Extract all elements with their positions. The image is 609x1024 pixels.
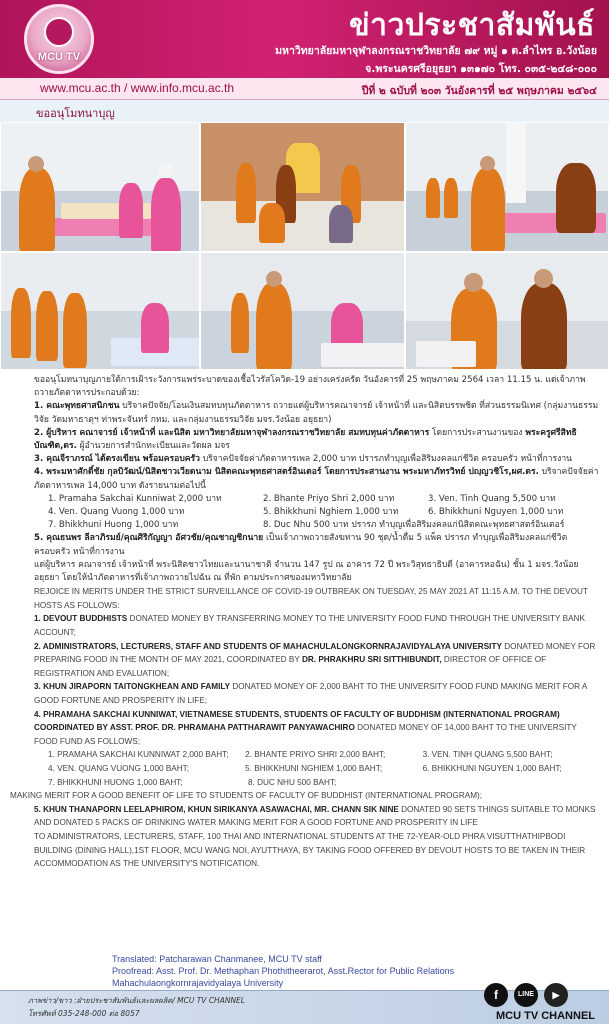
proofreader-credit: Proofread: Asst. Prof. Dr. Methaphan Phothitheerarot, Asst.Rector for Public Relations — [112, 966, 455, 976]
logo-text: MCU TV — [37, 51, 81, 63]
caption-bar — [0, 100, 609, 122]
photo-6 — [405, 252, 609, 370]
university-address: มหาวิทยาลัยมหาจุฬาลงกรณราชวิทยาลัย ๗๙ หมู่ ๑ ต.ลำไทร อ.วังน้อย — [275, 45, 597, 57]
thai-donor-row: 1. Pramaha Sakchai Kunniwat 2,000 บาท 2. Bhante Priyo Shri 2,000 บาท 3. Ven. Tinh Quang 5,500 บาท — [48, 493, 556, 504]
line-icon[interactable]: LINE — [514, 983, 538, 1007]
youtube-icon[interactable]: ▶ — [544, 983, 568, 1007]
thai-item-2: 2. ผู้บริหาร คณาจารย์ เจ้าหน้าที่ และนิสิต มหาวิทยาลัยมหาจุฬาลงกรณราชวิทยาลัย สมทบทุนค่าภัตตาหาร โดยการประสานงานของ พระครูศรีสิทธิบัณฑิต,ดร. ผู้อำนวยการสำนักทะเบียนและวัดผล มจร — [34, 427, 577, 452]
photo-collage — [0, 122, 609, 370]
photo-2 — [200, 122, 405, 252]
header-banner — [0, 0, 609, 78]
logo-emblem-icon — [44, 17, 74, 47]
thai-item-3: 3. คุณจีราภรณ์ ไต้ตรงเขียน พร้อมครอบครัว บริจาคปัจจัยค่าภัตตาหารเพล 2,000 บาท ปรารภทำบุญเพื่อสิริมงคลแก่ชีวิต ครอบครัว หน้าที่การงาน — [34, 454, 573, 465]
english-intro: REJOICE IN MERITS UNDER THE STRICT SURVEILLANCE OF COVID-19 OUTBREAK ON TUESDAY, 25 MAY 2021 AT 11:15 A.M. TO THE DEVOUT HOSTS AS FOLLOWS: — [34, 587, 588, 610]
footer-info — [28, 994, 245, 1020]
url-bar — [0, 78, 609, 100]
english-donor-row: 7. BHIKKHUNI HUONG 1,000 BAHT; 8. DUC NHU 500 BAHT; — [48, 777, 337, 787]
article-body — [10, 374, 600, 871]
english-item-4: 4. PHRAMAHA SAKCHAI KUNNIWAT, VIETNAMESE STUDENTS, STUDENTS OF FACULTY OF BUDDHISM (INTERNATIONAL PROGRAM) COORDINATED BY ASST. PROF. DR. PHRAMAHA PATTHARAWIT PANYAWACHIRO DONATED MONEY OF 14,000 BAHT TO THE UNIVERSITY FOOD FUND AS FOLLOWS; — [34, 709, 577, 746]
footer-brand: MCU TV CHANNEL — [496, 1010, 595, 1022]
thai-item-4: 4. พระมหาศักดิ์ชัย กุลบิวัฒน์/นิสิตชาวเวียดนาม นิสิตคณะพุทธศาสตร์อินเตอร์ โดยการประสานงาน พระมหาภัทรวิทย์ ปญฺญวชิโร,ผศ.ดร. บริจาคปัจจัยค่าภัตตาหารเพล 14,000 บาท ดังรายนามต่อไปนี้ — [34, 467, 599, 491]
website-links[interactable]: www.mcu.ac.th / www.info.mcu.ac.th — [40, 81, 235, 95]
english-item-3: 3. KHUN JIRAPORN TAITONGKHEAN AND FAMILY DONATED MONEY OF 2,000 BAHT TO THE UNIVERSITY FOOD FUND MAKING MERIT FOR A GOOD FORTUNE AND PROSPERITY IN LIFE; — [34, 682, 587, 705]
photo-3 — [405, 122, 609, 252]
photo-5 — [200, 252, 405, 370]
university-credit: Mahachulaongkornrajavidyalaya University — [112, 978, 284, 988]
translator-credit: Translated: Patcharawan Chanmanee, MCU TV staff — [112, 954, 322, 964]
photo-credit: ภาพข่าว/ขาว :ฝ่ายประชาสัมพันธ์และผลผลิต/ MCU TV CHANNEL — [28, 996, 245, 1005]
thai-closing: แด่ผู้บริหาร คณาจารย์ เจ้าหน้าที่ พระนิสิตชาวไทยและนานาชาติ จำนวน 147 รูป ณ อาคาร 72 ปี พระวิสุทธาธิบดี (อาคารหอฉัน) ชั้น 1 มจร.วังน้อย อยุธยา โดยให้นำภัตตาหารที่เจ้าภาพถวายไปฉัน ณ ที่พัก ตามประกาศของมหาวิทยาลัย — [34, 559, 579, 584]
english-merit-line: MAKING MERIT FOR A GOOD BENEFIT OF LIFE TO STUDENTS OF FACULTY OF BUDDHIST (INTERNATIONAL PROGRAM); — [10, 791, 483, 801]
thai-donor-row: 4. Ven. Quang Vuong 1,000 บาท 5. Bhikkhuni Nghiem 1,000 บาท 6. Bhikkhuni Nguyen 1,000 บาท — [48, 507, 564, 518]
page-title: ข่าวประชาสัมพันธ์ — [349, 8, 595, 43]
english-item-2: 2. ADMINISTRATORS, LECTURERS, STAFF AND STUDENTS OF MAHACHULALONGKORNRAJAVIDYALAYA UNIVERSITY DONATED MONEY FOR PREPARING FOOD IN THE MONTH OF MAY 2021, COORDINATED BY DR. PHRAKHRU SRI SITTHIBUNDIT, DIRECTOR OF OFFICE OF REGISTRATION AND EVALUATION; — [34, 641, 596, 678]
footer-phone: โทรศัพท์ 035-248-000 ต่อ 8057 — [28, 1009, 140, 1018]
university-contact: จ.พระนครศรีอยุธยา ๑๓๑๗๐ โทร. ๐๓๕-๒๔๘-๐๐๐ — [365, 63, 597, 75]
photo-4 — [0, 252, 200, 370]
photo-1 — [0, 122, 200, 252]
issue-info: ปีที่ ๒ ฉบับที่ ๒๐๓ วันอังคารที่ ๒๕ พฤษภาคม ๒๕๖๔ — [361, 85, 597, 97]
footer — [0, 990, 609, 1024]
mcu-tv-logo — [24, 4, 94, 74]
thai-donor-row: 7. Bhikkhuni Huong 1,000 บาท 8. Duc Nhu 500 บาท ปรารภ ทำบุญเพื่อสิริมงคลแก่นิสิตคณะพุทธศาสตร์อินเตอร์ — [48, 520, 565, 531]
english-item-1: 1. DEVOUT BUDDHISTS DONATED MONEY BY TRANSFERRING MONEY TO THE UNIVERSITY FOOD FUND THROUGH THE UNIVERSITY BANK ACCOUNT; — [34, 614, 585, 638]
thai-intro: ขออนุโมทนาบุญภายใต้การเฝ้าระวังการแพร่ระบาดของเชื้อไวรัสโควิด-19 อย่างเคร่งครัด วันอังคารที่ 25 พฤษภาคม 2564 เวลา 11.15 น. แด่เจ้าภาพถวายภัตตาหารประกอบด้วย: — [34, 375, 586, 399]
english-closing: TO ADMINISTRATORS, LECTURERS, STAFF, 100 THAI AND INTERNATIONAL STUDENTS AT THE 72-YEAR-OLD PHRA VISUTTHATHIPBODI BUILDING (DINING HALL),1ST FLOOR, MCU WANG NOI, AYUTTHAYA, BY TAKING FOOD OFFERED BY DEVOUT HOSTS TO BE TAKEN IN THEIR ACCOMMODATION AS THE UNIVERSITY'S NOTIFICATION. — [34, 831, 586, 869]
english-item-5: 5. KHUN THANAPORN LEELAPHIROM, KHUN SIRIKANYA ASAWACHAI, MR. CHANN SIK NINE DONATED 90 SETS THINGS SUITABLE TO MONKS AND DONATED 5 PACKS OF DRINKING WATER MAKING MERIT FOR A GOOD FORTUNE AND PROSPERITY IN LIFE — [34, 804, 596, 828]
english-donor-row: 4. VEN. QUANG VUONG 1,000 BAHT; 5. BHIKKHUNI NGHIEM 1,000 BAHT; 6. BHIKKHUNI NGUYEN 1,000 BAHT; — [48, 763, 562, 773]
english-donor-row: 1. PRAMAHA SAKCHAI KUNNIWAT 2,000 BAHT; 2. BHANTE PRIYO SHRI 2,000 BAHT; 3. VEN. TINH QUANG 5,500 BAHT; — [48, 750, 553, 760]
thai-item-5: 5. คุณธนพร ลีลาภิรมย์/คุณศิริกัญญา อัศวชัย/คุณชาญชิกนาย เป็นเจ้าภาพถวายสังฆทาน 90 ชุด/น้ำดื่ม 5 แพ็ค ปรารภ ทำบุญเพื่อสิริมงคลแก่ชีวิต ครอบครัว หน้าที่การงาน — [34, 533, 568, 557]
thai-item-1: 1. คณะพุทธศาสนิกชน บริจาคปัจจัย/โอนเงินสมทบทุนภัตตาหาร ถวายแด่ผู้บริหารคณาจารย์ เจ้าหน้าที่ และนิสิตบรรพชิต ที่ส่วนธรรมนิเทศ (กลุ่มงานธรรมวิจัย วัดมหาธาตุฯ ท่าพระจันทร์ กทม. และกลุ่มงานธรรมวิจัย มจร.วังน้อย อยุธยา) — [34, 401, 599, 425]
caption-text: ขออนุโมทนาบุญ — [36, 107, 115, 120]
facebook-icon[interactable]: f — [484, 983, 508, 1007]
